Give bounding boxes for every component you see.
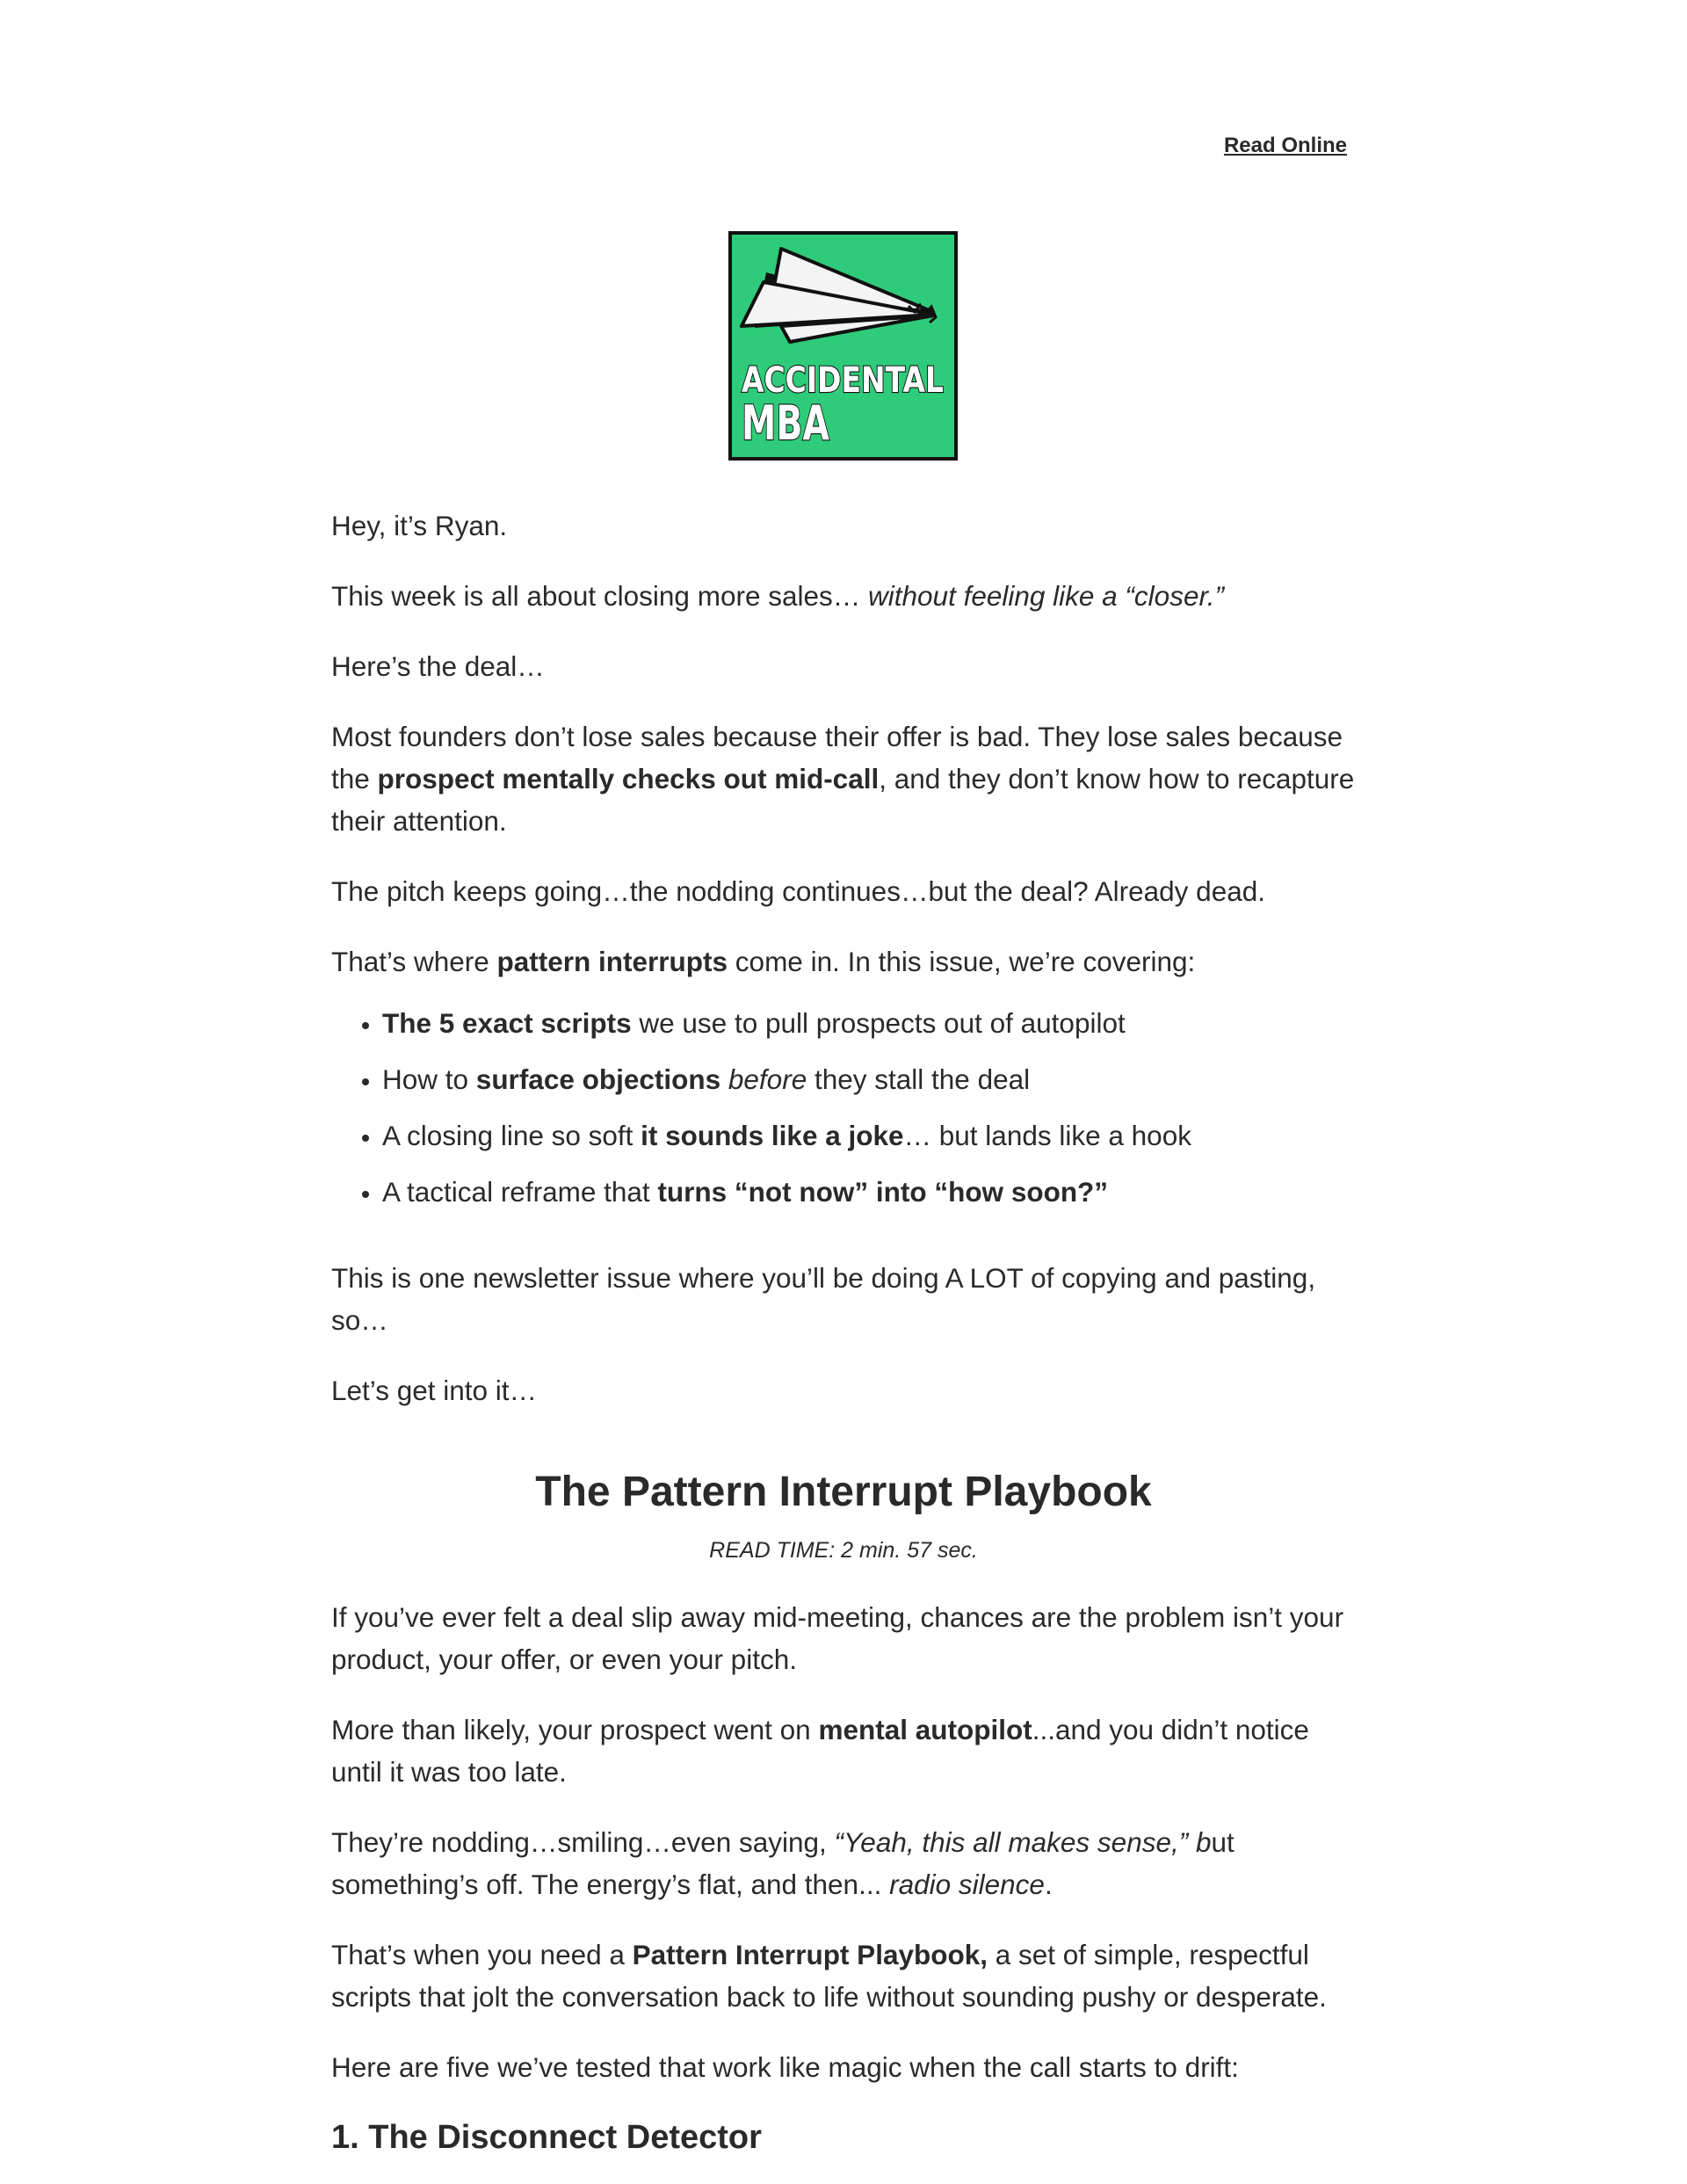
list-item: • How to surface objections before they stall the deal [382, 1058, 1356, 1100]
section-paragraph-3: They’re nodding…smiling…even saying, “Yeah, this all makes sense,” but something’s off. The energy’s flat, and then... radio silence. [331, 1826, 1234, 1900]
logo-text-line2: MBA [742, 395, 830, 451]
newsletter-body [331, 504, 1356, 2159]
intro-paragraph-1: This week is all about closing more sales… without feeling like a “closer.” [331, 580, 1225, 612]
read-time: READ TIME: 2 min. 57 sec. [709, 1538, 978, 1563]
list-item: • A tactical reframe that turns “not now” into “how soon?” [382, 1171, 1356, 1213]
intro-paragraph-4: The pitch keeps going…the nodding continues…but the deal? Already dead. [331, 875, 1266, 907]
list-item: • The 5 exact scripts we use to pull prospects out of autopilot [382, 1002, 1356, 1044]
section-paragraph-2: More than likely, your prospect went on mental autopilot...and you didn’t notice until it was too late. [331, 1714, 1309, 1788]
issue-topics-list [331, 1002, 1356, 1213]
sub-heading: 1. The Disconnect Detector [331, 2119, 762, 2156]
after-list-paragraph-2: Let’s get into it… [331, 1375, 538, 1406]
intro-paragraph-2: Here’s the deal… [331, 650, 545, 682]
after-list-paragraph-1: This is one newsletter issue where you’ll be doing A LOT of copying and pasting, so… [331, 1262, 1316, 1336]
section-paragraph-5: Here are five we’ve tested that work like magic when the call starts to drift: [331, 2051, 1239, 2083]
intro-paragraph-3: Most founders don’t lose sales because their offer is bad. They lose sales because the prospect mentally checks out mid-call, and they don’t know how to recapture their attention. [331, 721, 1355, 837]
logo-text-line1: ACCIDENTAL [742, 360, 944, 401]
intro-paragraph-5: That’s where pattern interrupts come in. In this issue, we’re covering: [331, 946, 1196, 977]
list-item: • A closing line so soft it sounds like a joke… but lands like a hook [382, 1114, 1356, 1157]
section-paragraph-1: If you’ve ever felt a deal slip away mid-meeting, chances are the problem isn’t your product, your offer, or even your pitch. [331, 1601, 1344, 1675]
accidental-mba-logo [728, 231, 958, 461]
read-online-link[interactable]: Read Online [1223, 134, 1347, 157]
section-paragraph-4: That’s when you need a Pattern Interrupt Playbook, a set of simple, respectful scripts that jolt the conversation back to life without sounding pushy or desperate. [331, 1939, 1327, 2013]
greeting: Hey, it’s Ryan. [331, 510, 508, 541]
section-title: The Pattern Interrupt Playbook [535, 1469, 1152, 1515]
